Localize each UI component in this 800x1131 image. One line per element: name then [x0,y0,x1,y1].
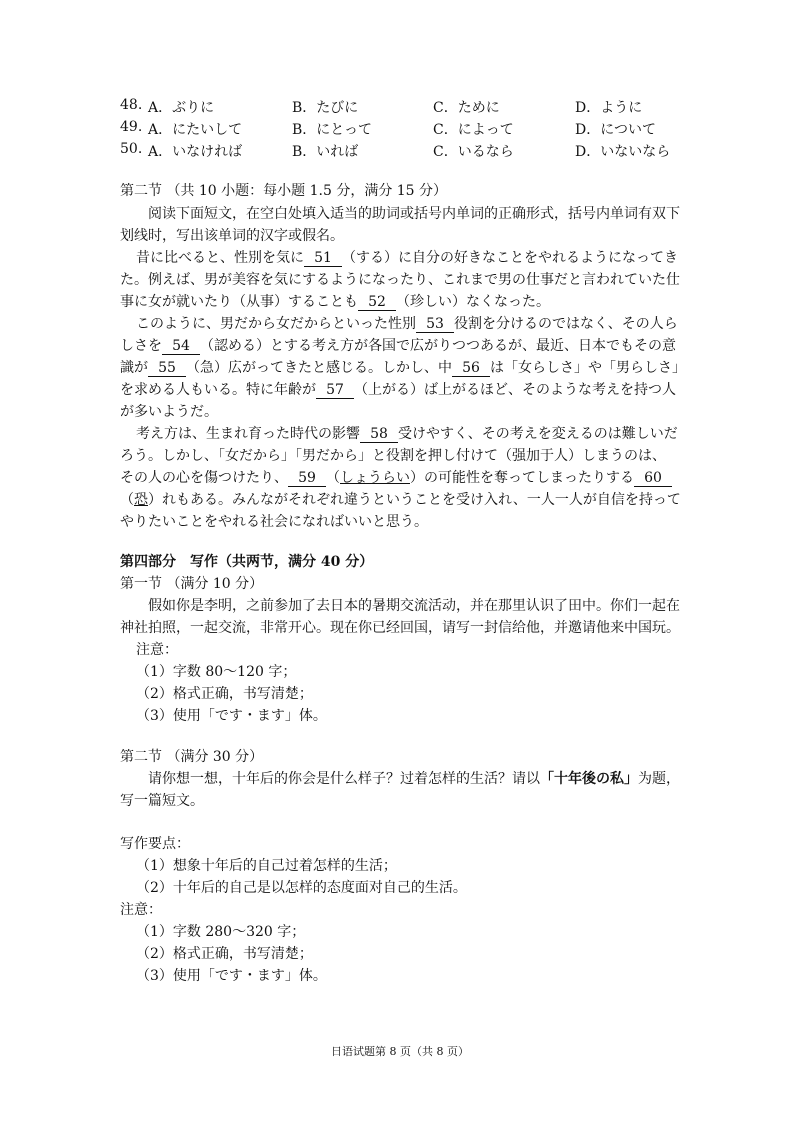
text: このように、男だから女だからといった性別 [136,316,416,332]
option-c: C．ために [433,100,500,116]
option-a: A．いなければ [148,144,243,160]
text: その人の心を傷つけたり、 [120,470,288,486]
blank-58: 58 [360,426,398,443]
task-line: 假如你是李明，之前参加了去日本的暑期交流活动，并在那里认识了田中。你们一起在 [148,598,680,614]
option-a: A．ぶりに [148,100,215,116]
option-d: D．いないなら [575,144,671,160]
section-heading: 第二节 （共 10 小题：每小题 1.5 分，满分 15 分） [120,183,448,199]
note-item: （3）使用「です・ます」体。 [136,708,327,724]
passage-line: ろう。しかし、「女だから」「男だから」と役割を押し付けて（强加于人）しまうのは、 [120,448,666,464]
passage-line: た。例えば、男が美容を気にするようになったり、これまで男の仕事だと言われていた仕 [120,272,680,288]
option-d: D．ように [575,100,643,116]
essay-title: 「十年後の私」 [540,771,638,787]
text: ）れもある。みんながそれぞれ違うということを受け入れ、一人一人が自信を持って [148,492,681,508]
text: 为题， [638,771,680,787]
note-item: （1）字数 280～320 字； [136,924,306,940]
passage-line [136,424,716,444]
option-b: B．いれば [292,144,359,160]
task-line [148,769,728,789]
text: （ [120,492,134,508]
passage-line [120,336,700,356]
blank-54: 54 [162,338,200,355]
option-d: D．について [575,122,656,138]
text: 役割を分けるのではなく、その人ら [454,316,678,332]
passage-line: が多いようだ。 [120,404,218,420]
blank-51: 51 [304,250,342,267]
note-label: 注意： [120,902,162,918]
passage-line [120,468,700,488]
text: 昔に比べると、性別を気に [136,250,304,266]
section-heading: 第二节 （满分 30 分） [120,749,264,765]
passage-line [120,380,700,400]
instruction-line: 划线时，写出该单词的汉字或假名。 [120,228,344,244]
passage-line [136,314,716,334]
text: （急）広がってきたと感じる。しかし、中 [186,360,452,376]
section-heading: 第一节 （满分 10 分） [120,576,264,592]
passage-line [136,248,716,268]
text: 请你想一想，十年后的你会是什么样子？过着怎样的生活？请以 [148,771,540,787]
text: 受けやすく、その考えを変えるのは難しいだ [398,426,678,442]
point-item: （1）想象十年后的自己过着怎样的生活； [136,858,397,874]
option-c: C．によって [433,122,514,138]
point-item: （2）十年后的自己是以怎样的态度面对自己的生活。 [136,880,467,896]
passage-line [120,358,700,378]
option-b: B．たびに [292,100,359,116]
option-c: C．いるなら [433,144,514,160]
blank-55: 55 [148,360,186,377]
text: （ [326,470,340,486]
task-line: 神社拍照，一起交流，非常开心。现在你已经回国，请写一封信给他，并邀请他来中国玩。 [120,620,680,636]
passage-line: やりたいことをやれる社会になればいいと思う。 [120,514,428,530]
text: しさを [120,338,162,354]
note-item: （2）格式正确，书写清楚； [136,946,313,962]
passage-line [120,490,700,510]
task-line: 写一篇短文。 [120,793,204,809]
text: （珍しい）なくなった。 [396,294,550,310]
option-row-50 [120,141,720,163]
instruction-line: 阅读下面短文，在空白处填入适当的助词或括号内单词的正确形式，括号内单词有双下 [148,206,680,222]
text: （上がる）ば上がるほど、そのような考えを持つ人 [354,382,676,398]
blank-56: 56 [452,360,490,377]
text: （する）に自分の好きなことをやれるようになってき [342,250,678,266]
text: 考え方は、生まれ育った時代の影響 [136,426,360,442]
text: 識が [120,360,148,376]
question-number: 49. [120,119,143,135]
option-b: B．にとって [292,122,373,138]
text: ）の可能性を奪ってしまったりする [410,470,634,486]
option-row-48 [120,97,720,119]
question-number: 48. [120,97,143,113]
note-item: （3）使用「です・ます」体。 [136,968,327,984]
blank-52: 52 [358,294,396,311]
text: を求める人もいる。特に年齢が [120,382,316,398]
blank-59: 59 [288,470,326,487]
double-underlined-word: 恐 [134,492,148,508]
note-item: （2）格式正确，书写清楚； [136,686,313,702]
text: は「女らしさ」や「男らしさ」 [490,360,686,376]
blank-57: 57 [316,382,354,399]
blank-60: 60 [634,470,672,487]
note-label: 注意： [136,642,178,658]
option-row-49 [120,119,720,141]
page-footer: 日语试题第 8 页（共 8 页） [331,1045,469,1058]
text: 事に女が就いたり（从事）することも [120,294,358,310]
passage-line [120,292,700,312]
points-label: 写作要点： [120,836,190,852]
blank-53: 53 [416,316,454,333]
text: （認める）とする考え方が各国で広がりつつあるが、最近、日本でもその意 [200,338,676,354]
double-underlined-word: しょうらい [340,470,410,486]
part-heading: 第四部分 写作（共两节，满分 40 分） [120,554,374,570]
question-number: 50. [120,141,143,157]
option-a: A．にたいして [148,122,243,138]
note-item: （1）字数 80～120 字； [136,664,297,680]
